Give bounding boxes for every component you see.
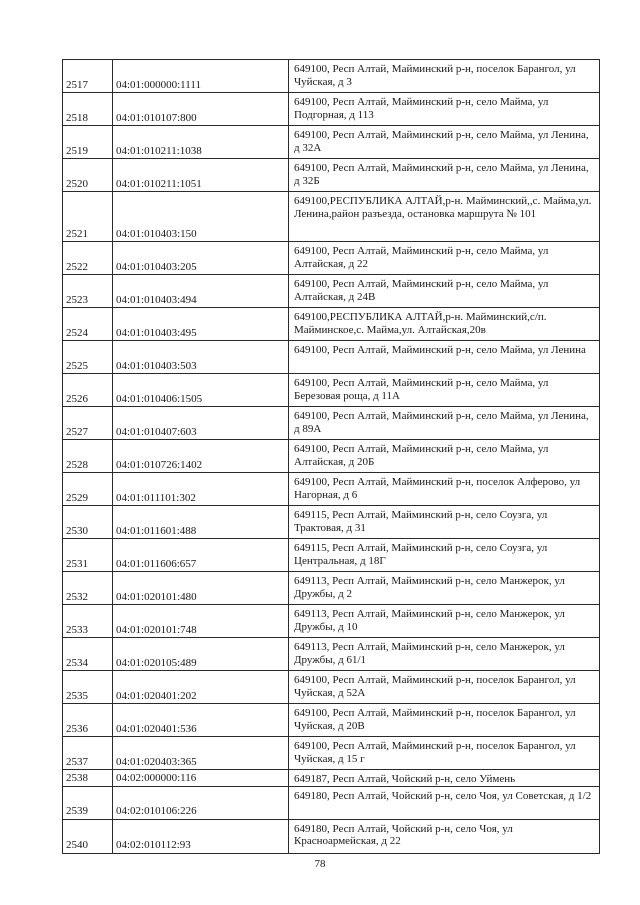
table-row [63,539,600,572]
address-cell: 649100, Респ Алтай, Майминский р-н, село Майма, ул Ленина, д 32А [289,126,600,159]
row-number-cell: 2533 [63,605,113,638]
cadastral-number-cell: 04:01:000000:1111 [113,60,289,93]
cadastral-number-cell: 04:01:020403:365 [113,737,289,770]
address-cell: 649113, Респ Алтай, Майминский р-н, село Манжерок, ул Дружбы, д 2 [289,572,600,605]
address-cell: 649187, Респ Алтай, Чойский р-н, село Уймень [289,770,600,787]
table-row [63,605,600,638]
table-row [63,192,600,242]
address-cell: 649100, Респ Алтай, Майминский р-н, село Майма, ул Алтайская, д 22 [289,242,600,275]
table-row [63,159,600,192]
address-cell: 649100, Респ Алтай, Майминский р-н, село Майма, ул Березовая роща, д 11А [289,374,600,407]
table-row [63,737,600,770]
cadastral-number-cell: 04:01:020401:202 [113,671,289,704]
cadastral-number-cell: 04:01:020105:489 [113,638,289,671]
cadastral-number-cell: 04:02:010106:226 [113,786,289,819]
row-number-cell: 2536 [63,704,113,737]
row-number-cell: 2520 [63,159,113,192]
address-cell: 649113, Респ Алтай, Майминский р-н, село Манжерок, ул Дружбы, д 61/1 [289,638,600,671]
address-cell: 649100, Респ Алтай, Майминский р-н, село Майма, ул Алтайская, д 24В [289,275,600,308]
row-number-cell: 2529 [63,473,113,506]
address-cell: 649180, Респ Алтай, Чойский р-н, село Чоя, ул Красноармейская, д 22 [289,819,600,853]
table-row [63,275,600,308]
address-cell: 649100, Респ Алтай, Майминский р-н, поселок Барангол, ул Чуйская, д 3 [289,60,600,93]
row-number-cell: 2521 [63,192,113,242]
cadastral-number-cell: 04:01:020401:536 [113,704,289,737]
row-number-cell: 2517 [63,60,113,93]
row-number-cell: 2530 [63,506,113,539]
address-cell: 649100, Респ Алтай, Майминский р-н, село Майма, ул Подгорная, д 113 [289,93,600,126]
cadastral-number-cell: 04:02:000000:116 [113,770,289,787]
cadastral-number-cell: 04:01:010107:800 [113,93,289,126]
cadastral-number-cell: 04:01:010407:603 [113,407,289,440]
table-row [63,572,600,605]
table-row [63,242,600,275]
table-row [63,819,600,853]
cadastral-number-cell: 04:01:010403:205 [113,242,289,275]
row-number-cell: 2519 [63,126,113,159]
row-number-cell: 2523 [63,275,113,308]
table-row [63,374,600,407]
row-number-cell: 2532 [63,572,113,605]
cadastral-number-cell: 04:01:011601:488 [113,506,289,539]
address-cell: 649100,РЕСПУБЛИКА АЛТАЙ,р-н. Майминский,с/п. Майминское,с. Майма,ул. Алтайская,20в [289,308,600,341]
cadastral-number-cell: 04:01:010406:1505 [113,374,289,407]
table-row [63,671,600,704]
table-row [63,506,600,539]
address-cell: 649113, Респ Алтай, Майминский р-н, село Манжерок, ул Дружбы, д 10 [289,605,600,638]
cadastral-number-cell: 04:01:010403:150 [113,192,289,242]
row-number-cell: 2534 [63,638,113,671]
row-number-cell: 2526 [63,374,113,407]
cadastral-number-cell: 04:01:010403:494 [113,275,289,308]
row-number-cell: 2525 [63,341,113,374]
row-number-cell: 2528 [63,440,113,473]
address-cell: 649100, Респ Алтай, Майминский р-н, село Майма, ул Ленина, д 89А [289,407,600,440]
table-row [63,308,600,341]
table-row [63,473,600,506]
row-number-cell: 2539 [63,786,113,819]
page-number: 78 [314,858,326,870]
cadastral-number-cell: 04:01:010726:1402 [113,440,289,473]
cadastral-number-cell: 04:01:010211:1038 [113,126,289,159]
cadastral-number-cell: 04:01:010403:495 [113,308,289,341]
address-cell: 649100, Респ Алтай, Майминский р-н, село Майма, ул Ленина, д 32Б [289,159,600,192]
address-cell: 649180, Респ Алтай, Чойский р-н, село Чоя, ул Советская, д 1/2 [289,786,600,819]
row-number-cell: 2540 [63,819,113,853]
address-cell: 649100, Респ Алтай, Майминский р-н, поселок Барангол, ул Чуйская, д 20В [289,704,600,737]
address-cell: 649100, Респ Алтай, Майминский р-н, поселок Барангол, ул Чуйская, д 15 г [289,737,600,770]
registry-table [62,59,600,854]
row-number-cell: 2538 [63,770,113,787]
address-cell: 649100, Респ Алтай, Майминский р-н, поселок Барангол, ул Чуйская, д 52А [289,671,600,704]
row-number-cell: 2527 [63,407,113,440]
cadastral-number-cell: 04:01:020101:480 [113,572,289,605]
address-cell: 649115, Респ Алтай, Майминский р-н, село Соузга, ул Центральная, д 18Г [289,539,600,572]
registry-table-body [63,60,600,854]
table-row [63,60,600,93]
row-number-cell: 2522 [63,242,113,275]
table-row [63,786,600,819]
table-row [63,704,600,737]
row-number-cell: 2518 [63,93,113,126]
row-number-cell: 2531 [63,539,113,572]
table-row [63,93,600,126]
row-number-cell: 2535 [63,671,113,704]
cadastral-number-cell: 04:01:011101:302 [113,473,289,506]
cadastral-number-cell: 04:01:010403:503 [113,341,289,374]
row-number-cell: 2537 [63,737,113,770]
cadastral-number-cell: 04:02:010112:93 [113,819,289,853]
cadastral-number-cell: 04:01:011606:657 [113,539,289,572]
table-row [63,638,600,671]
cadastral-number-cell: 04:01:020101:748 [113,605,289,638]
row-number-cell: 2524 [63,308,113,341]
table-row [63,126,600,159]
table-row [63,341,600,374]
table-row [63,440,600,473]
address-cell: 649100,РЕСПУБЛИКА АЛТАЙ,р-н. Майминский,,с. Майма,ул. Ленина,район разъезда, остановка маршрута № 101 [289,192,600,242]
table-row [63,770,600,787]
address-cell: 649100, Респ Алтай, Майминский р-н, село Майма, ул Ленина [289,341,600,374]
address-cell: 649100, Респ Алтай, Майминский р-н, поселок Алферово, ул Нагорная, д 6 [289,473,600,506]
address-cell: 649100, Респ Алтай, Майминский р-н, село Майма, ул Алтайская, д 20Б [289,440,600,473]
table-row [63,407,600,440]
address-cell: 649115, Респ Алтай, Майминский р-н, село Соузга, ул Трактовая, д 31 [289,506,600,539]
cadastral-number-cell: 04:01:010211:1051 [113,159,289,192]
